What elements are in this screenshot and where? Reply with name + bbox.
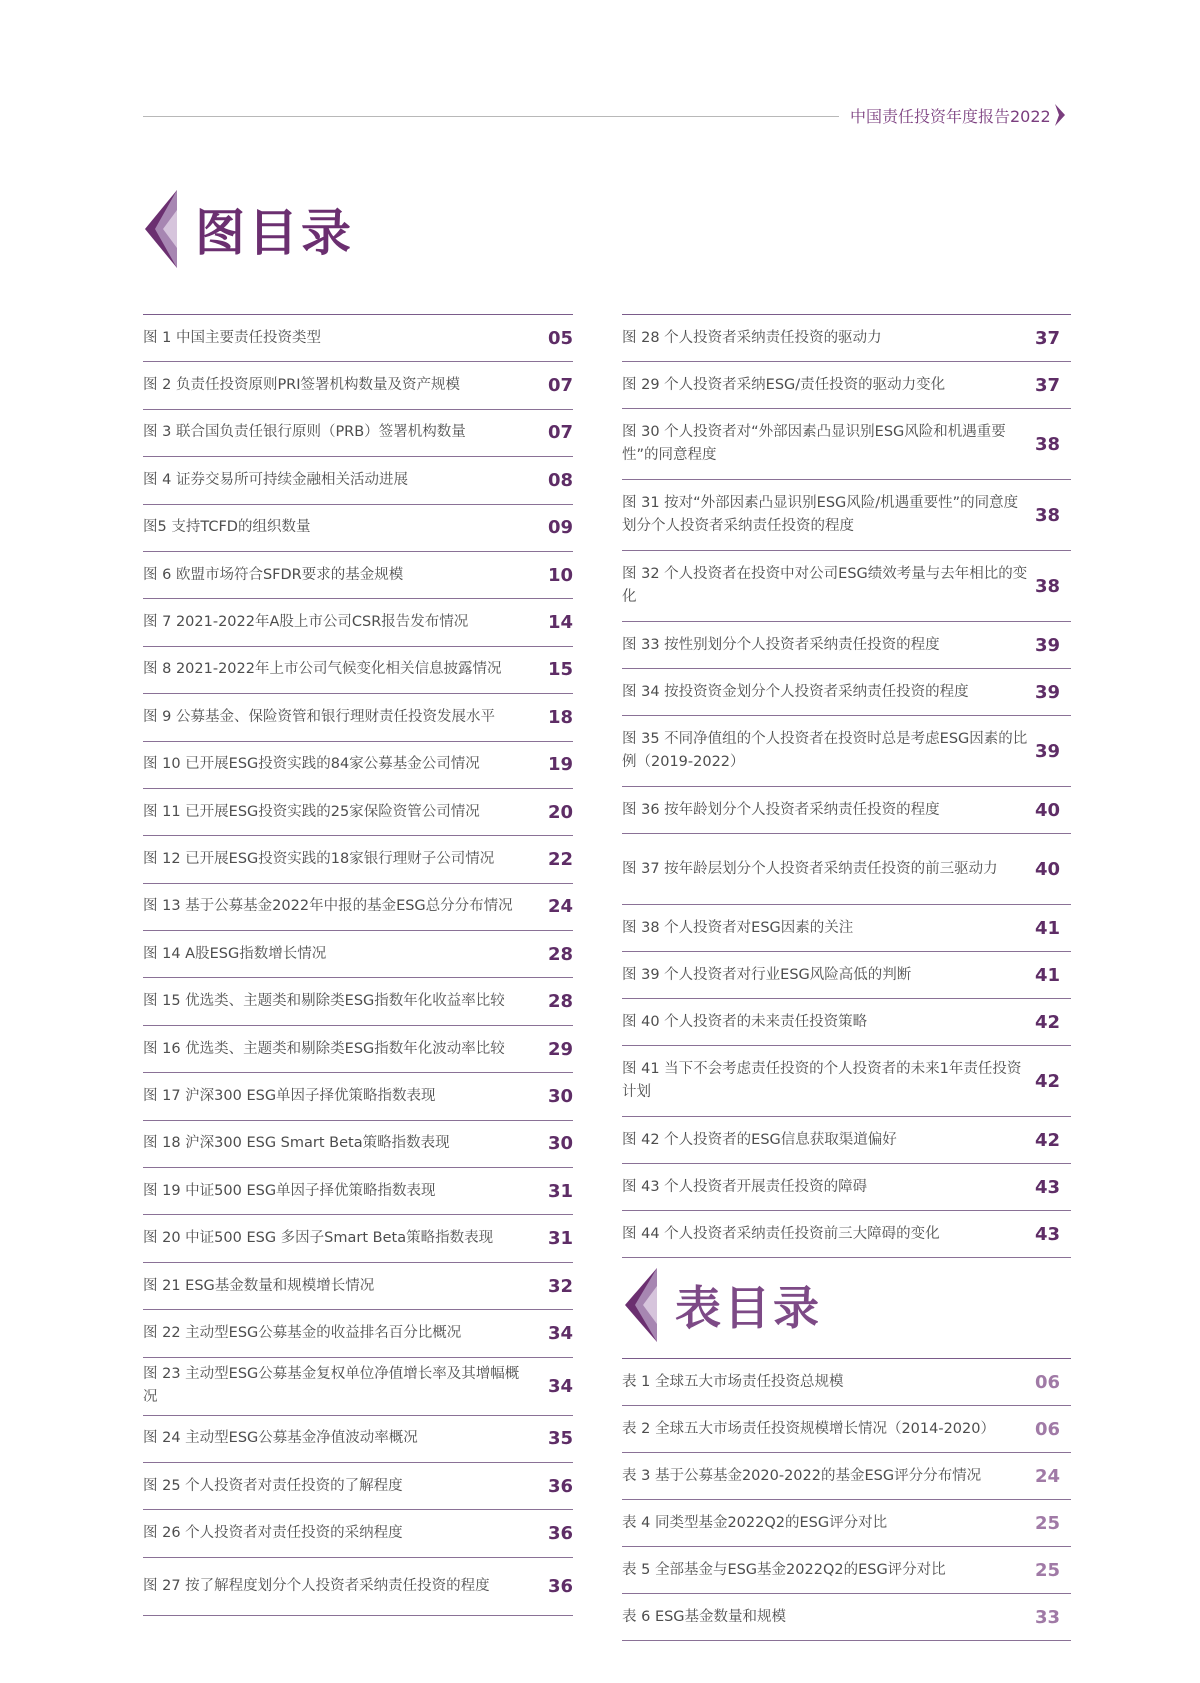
chevron-left-deco-icon <box>145 190 177 268</box>
toc-entry-label: 图 41 当下不会考虑责任投资的个人投资者的未来1年责任投资计划 <box>622 1061 1022 1100</box>
toc-entry[interactable] <box>143 410 573 457</box>
toc-entry-label: 图 18 沪深300 ESG Smart Beta策略指数表现 <box>143 1135 450 1152</box>
toc-entry-page-number: 42 <box>1035 1011 1061 1033</box>
toc-entry-page-number: 29 <box>547 1038 573 1060</box>
toc-entry-page-number: 41 <box>1035 917 1061 939</box>
toc-entry[interactable] <box>143 742 573 789</box>
toc-entry-page-number: 30 <box>547 1133 573 1155</box>
toc-entry[interactable] <box>143 1026 573 1073</box>
toc-entry-page-number: 43 <box>1035 1223 1061 1245</box>
toc-entry-label: 图 1 中国主要责任投资类型 <box>143 329 321 346</box>
toc-entry[interactable] <box>622 669 1071 716</box>
toc-entry-label: 图 26 个人投资者对责任投资的采纳程度 <box>143 1525 403 1542</box>
toc-entry[interactable] <box>143 362 573 409</box>
toc-entry[interactable] <box>622 1547 1071 1594</box>
toc-entry[interactable] <box>622 480 1071 551</box>
toc-entry-label: 图 40 个人投资者的未来责任投资策略 <box>622 1013 868 1030</box>
toc-entry-label: 图 7 2021-2022年A股上市公司CSR报告发布情况 <box>143 614 469 631</box>
toc-entry[interactable] <box>143 789 573 836</box>
toc-entry-label: 表 1 全球五大市场责任投资总规模 <box>622 1373 844 1390</box>
toc-entry-label: 图 15 优选类、主题类和剔除类ESG指数年化收益率比较 <box>143 993 505 1010</box>
toc-entry[interactable] <box>143 1073 573 1120</box>
toc-entry-label: 图 31 按对“外部因素凸显识别ESG风险/机遇重要性”的同意度划分个人投资者采纳责任投资的程度 <box>622 495 1019 534</box>
report-title: 中国责任投资年度报告2022 <box>850 107 1051 126</box>
toc-entry[interactable] <box>143 694 573 741</box>
toc-entry-page-number: 35 <box>547 1428 573 1450</box>
toc-entry[interactable] <box>622 362 1071 409</box>
toc-entry-label: 图 39 个人投资者对行业ESG风险高低的判断 <box>622 966 912 983</box>
toc-entry-page-number: 24 <box>1035 1465 1061 1487</box>
toc-entry[interactable] <box>622 1117 1071 1164</box>
toc-entry[interactable] <box>143 315 573 362</box>
chevron-left-deco-icon <box>625 1268 657 1342</box>
toc-entry-page-number: 41 <box>1035 964 1061 986</box>
toc-entry-page-number: 09 <box>547 517 573 539</box>
toc-entry-label: 图 24 主动型ESG公募基金净值波动率概况 <box>143 1430 418 1447</box>
toc-entry-page-number: 42 <box>1035 1129 1061 1151</box>
toc-entry-label: 图 25 个人投资者对责任投资的了解程度 <box>143 1477 403 1494</box>
toc-entry[interactable] <box>622 905 1071 952</box>
toc-entry-label: 图 23 主动型ESG公募基金复权单位净值增长率及其增幅概况 <box>143 1366 520 1406</box>
toc-entry-page-number: 18 <box>547 706 573 728</box>
toc-entry-page-number: 38 <box>1035 433 1061 455</box>
toc-entry[interactable] <box>143 884 573 931</box>
toc-entry-label: 图 2 负责任投资原则PRI签署机构数量及资产规模 <box>143 377 461 394</box>
toc-entry-label: 图 19 中证500 ESG单因子择优策略指数表现 <box>143 1182 436 1199</box>
toc-entry-label: 表 3 基于公募基金2020-2022的基金ESG评分分布情况 <box>622 1467 982 1484</box>
toc-entry[interactable] <box>143 836 573 883</box>
toc-entry-page-number: 05 <box>547 327 573 349</box>
toc-entry-page-number: 19 <box>547 754 573 776</box>
toc-entry[interactable] <box>143 552 573 599</box>
toc-entry[interactable] <box>622 1453 1071 1500</box>
toc-entry-label: 图 34 按投资资金划分个人投资者采纳责任投资的程度 <box>622 683 969 700</box>
toc-entry[interactable] <box>622 1406 1071 1453</box>
toc-entry-label: 图 11 已开展ESG投资实践的25家保险资管公司情况 <box>143 803 480 820</box>
toc-entry-page-number: 39 <box>1035 681 1061 703</box>
toc-entry-page-number: 36 <box>547 1523 573 1545</box>
toc-entry-page-number: 25 <box>1035 1559 1061 1581</box>
toc-entry-label: 表 4 同类型基金2022Q2的ESG评分对比 <box>622 1514 888 1531</box>
toc-entry[interactable] <box>143 1263 573 1310</box>
toc-entry[interactable] <box>143 505 573 552</box>
toc-entry-page-number: 40 <box>1035 858 1061 880</box>
toc-entry-label: 图 32 个人投资者在投资中对公司ESG绩效考量与去年相比的变化 <box>622 566 1028 605</box>
toc-entry[interactable] <box>622 1164 1071 1211</box>
toc-entry-label: 表 2 全球五大市场责任投资规模增长情况（2014-2020） <box>622 1420 995 1437</box>
toc-entry[interactable] <box>143 457 573 504</box>
toc-entry-label: 图 44 个人投资者采纳责任投资前三大障碍的变化 <box>622 1225 940 1242</box>
toc-entry-label: 图 30 个人投资者对“外部因素凸显识别ESG风险和机遇重要性”的同意程度 <box>622 424 1006 463</box>
header-rule <box>143 116 839 117</box>
toc-entry-label: 图 3 联合国负责任银行原则（PRB）签署机构数量 <box>143 424 466 441</box>
toc-entry-label: 图 37 按年龄层划分个人投资者采纳责任投资的前三驱动力 <box>622 860 998 877</box>
toc-entry[interactable] <box>622 551 1071 622</box>
toc-entry-page-number: 43 <box>1035 1176 1061 1198</box>
table-toc-list <box>622 1358 1071 1641</box>
toc-entry-page-number: 39 <box>1035 740 1061 762</box>
figure-toc-right-column <box>622 314 1071 1258</box>
toc-entry[interactable] <box>143 978 573 1025</box>
toc-entry-page-number: 32 <box>547 1275 573 1297</box>
toc-entry-label: 图 27 按了解程度划分个人投资者采纳责任投资的程度 <box>143 1577 490 1594</box>
toc-entry-label: 表 6 ESG基金数量和规模 <box>622 1608 787 1625</box>
toc-entry-label: 图 21 ESG基金数量和规模增长情况 <box>143 1277 375 1294</box>
toc-entry-page-number: 34 <box>547 1322 573 1344</box>
toc-entry-page-number: 33 <box>1035 1606 1061 1628</box>
table-toc-heading <box>625 1268 822 1342</box>
toc-entry[interactable] <box>143 1358 573 1416</box>
toc-entry-label: 图 9 公募基金、保险资管和银行理财责任投资发展水平 <box>143 708 495 725</box>
toc-entry-page-number: 38 <box>1035 575 1061 597</box>
toc-entry-label: 图 22 主动型ESG公募基金的收益排名百分比概况 <box>143 1324 462 1341</box>
toc-entry-page-number: 28 <box>547 991 573 1013</box>
toc-entry[interactable] <box>143 647 573 694</box>
toc-entry-page-number: 07 <box>547 375 573 397</box>
toc-entry[interactable] <box>143 931 573 978</box>
toc-entry[interactable] <box>622 315 1071 362</box>
toc-entry-label: 图 17 沪深300 ESG单因子择优策略指数表现 <box>143 1087 436 1104</box>
toc-entry-page-number: 37 <box>1035 327 1061 349</box>
toc-entry[interactable] <box>143 1215 573 1262</box>
toc-entry-label: 图5 支持TCFD的组织数量 <box>143 519 311 536</box>
toc-entry[interactable] <box>622 1211 1071 1258</box>
figure-toc-left-column <box>143 314 573 1616</box>
toc-entry-label: 图 4 证券交易所可持续金融相关活动进展 <box>143 471 408 488</box>
toc-entry[interactable] <box>622 622 1071 669</box>
toc-entry-label: 图 10 已开展ESG投资实践的84家公募基金公司情况 <box>143 756 480 773</box>
toc-entry-label: 图 14 A股ESG指数增长情况 <box>143 945 327 962</box>
toc-entry-label: 图 13 基于公募基金2022年中报的基金ESG总分分布情况 <box>143 898 513 915</box>
toc-entry[interactable] <box>622 716 1071 787</box>
toc-entry-page-number: 24 <box>547 896 573 918</box>
toc-entry[interactable] <box>622 999 1071 1046</box>
toc-entry[interactable] <box>622 787 1071 834</box>
toc-entry[interactable] <box>143 1121 573 1168</box>
toc-entry-page-number: 38 <box>1035 504 1061 526</box>
toc-entry-label: 图 42 个人投资者的ESG信息获取渠道偏好 <box>622 1131 897 1148</box>
toc-entry-page-number: 08 <box>547 469 573 491</box>
toc-entry-page-number: 28 <box>547 943 573 965</box>
toc-entry-label: 图 20 中证500 ESG 多因子Smart Beta策略指数表现 <box>143 1230 494 1247</box>
toc-entry-label: 图 6 欧盟市场符合SFDR要求的基金规模 <box>143 566 404 583</box>
figure-toc-title: 图目录 <box>195 204 354 262</box>
toc-entry-page-number: 25 <box>1035 1512 1061 1534</box>
toc-entry-label: 图 43 个人投资者开展责任投资的障碍 <box>622 1178 868 1195</box>
toc-entry-page-number: 36 <box>547 1475 573 1497</box>
toc-entry[interactable] <box>622 1500 1071 1547</box>
toc-entry-page-number: 06 <box>1035 1418 1061 1440</box>
toc-entry-label: 图 36 按年龄划分个人投资者采纳责任投资的程度 <box>622 801 940 818</box>
toc-entry-label: 图 38 个人投资者对ESG因素的关注 <box>622 919 854 936</box>
toc-entry-page-number: 36 <box>547 1575 573 1597</box>
toc-entry[interactable] <box>622 834 1071 905</box>
toc-entry[interactable] <box>143 1510 573 1557</box>
toc-entry-page-number: 15 <box>547 659 573 681</box>
toc-entry-page-number: 40 <box>1035 799 1061 821</box>
toc-entry-page-number: 31 <box>547 1228 573 1250</box>
toc-entry[interactable] <box>143 599 573 646</box>
toc-entry[interactable] <box>622 1594 1071 1641</box>
toc-entry-label: 图 33 按性别划分个人投资者采纳责任投资的程度 <box>622 636 940 653</box>
toc-entry[interactable] <box>143 1168 573 1215</box>
toc-entry-page-number: 31 <box>547 1180 573 1202</box>
toc-entry[interactable] <box>622 1359 1071 1406</box>
toc-entry-page-number: 10 <box>547 564 573 586</box>
toc-entry-page-number: 06 <box>1035 1371 1061 1393</box>
toc-entry[interactable] <box>143 1558 573 1616</box>
toc-entry-label: 表 5 全部基金与ESG基金2022Q2的ESG评分对比 <box>622 1561 946 1578</box>
toc-entry[interactable] <box>143 1416 573 1463</box>
table-toc-title: 表目录 <box>675 1281 822 1335</box>
toc-entry-label: 图 8 2021-2022年上市公司气候变化相关信息披露情况 <box>143 661 502 678</box>
toc-entry[interactable] <box>143 1310 573 1357</box>
toc-entry-page-number: 34 <box>547 1375 573 1397</box>
toc-entry-label: 图 29 个人投资者采纳ESG/责任投资的驱动力变化 <box>622 376 946 393</box>
toc-entry[interactable] <box>622 1046 1071 1117</box>
toc-entry-label: 图 16 优选类、主题类和剔除类ESG指数年化波动率比较 <box>143 1040 505 1057</box>
toc-entry[interactable] <box>622 952 1071 999</box>
toc-entry-page-number: 20 <box>547 801 573 823</box>
toc-entry-page-number: 07 <box>547 422 573 444</box>
figure-toc-heading <box>145 190 354 268</box>
toc-entry-label: 图 28 个人投资者采纳责任投资的驱动力 <box>622 329 882 346</box>
toc-entry[interactable] <box>143 1463 573 1510</box>
toc-entry-page-number: 30 <box>547 1085 573 1107</box>
toc-entry-page-number: 37 <box>1035 374 1061 396</box>
toc-entry-label: 图 35 不同净值组的个人投资者在投资时总是考虑ESG因素的比例（2019-2022） <box>622 731 1028 770</box>
toc-entry-page-number: 22 <box>547 848 573 870</box>
toc-entry[interactable] <box>622 409 1071 480</box>
toc-entry-label: 图 12 已开展ESG投资实践的18家银行理财子公司情况 <box>143 850 495 867</box>
toc-entry-page-number: 42 <box>1035 1070 1061 1092</box>
toc-entry-page-number: 39 <box>1035 634 1061 656</box>
chevron-right-icon <box>1055 104 1065 126</box>
toc-entry-page-number: 14 <box>547 612 573 634</box>
